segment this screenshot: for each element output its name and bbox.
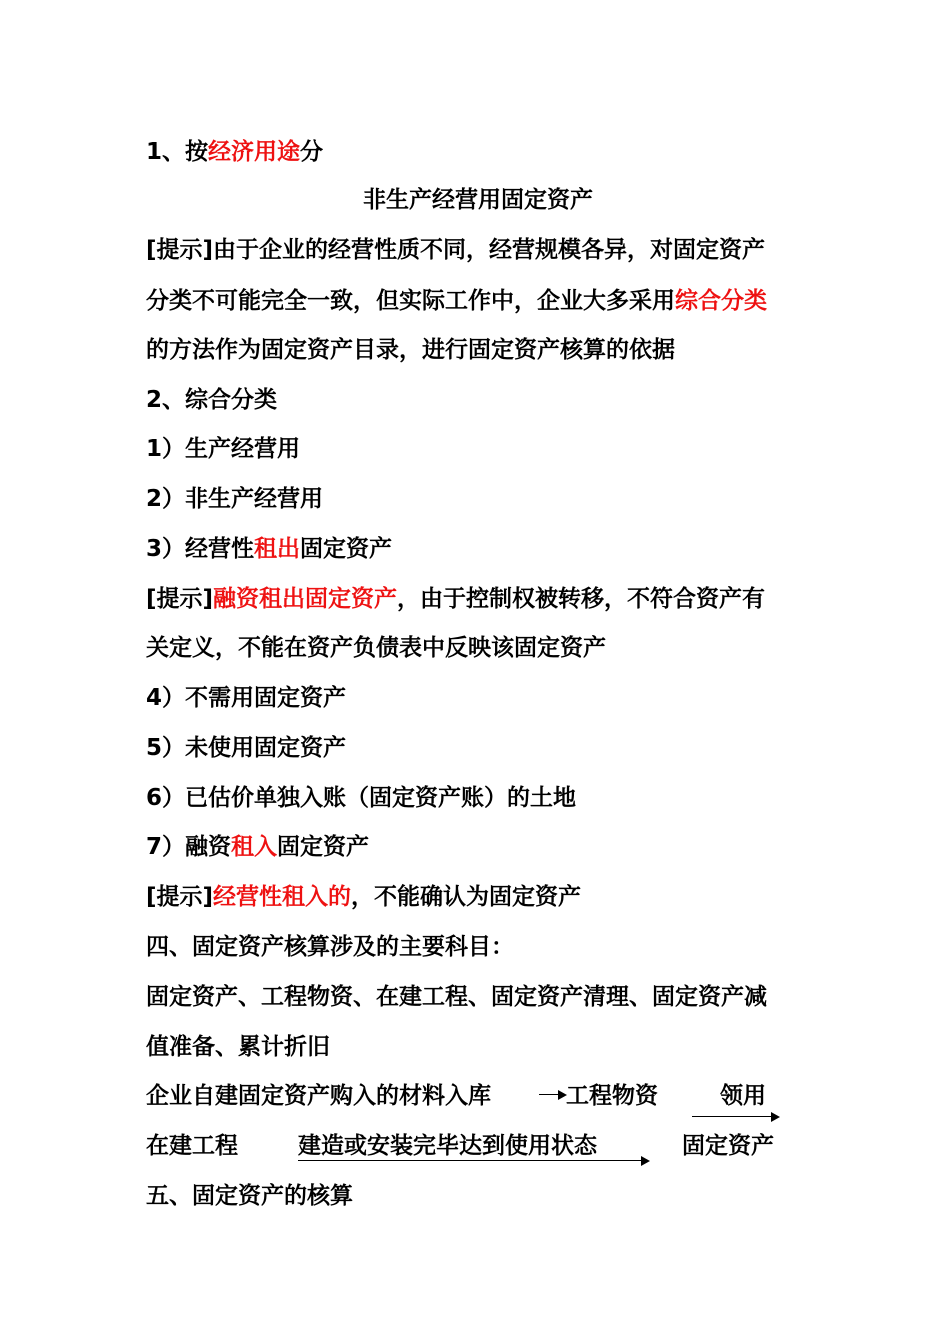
list-item: 6）已估价单独入账（固定资产账）的土地: [146, 785, 577, 811]
flow-source: 企业自建固定资产购入的材料入库: [146, 1083, 491, 1109]
tip-line: [146, 881, 581, 913]
highlight-text: 融资租出固定资产: [213, 586, 398, 612]
flow-node: 工程物资: [566, 1083, 658, 1109]
list-item: 4）不需用固定资产: [146, 685, 347, 711]
text: 分: [300, 139, 324, 165]
flow-label: 建造或安装完毕达到使用状态: [298, 1133, 597, 1159]
text: ，由于控制权被转移，不符合资产有: [397, 586, 766, 612]
paragraph: 值准备、累计折旧: [146, 1034, 330, 1060]
heading-4: 四、固定资产核算涉及的主要科目：: [146, 934, 514, 960]
flow-node: 固定资产: [682, 1133, 774, 1159]
heading-1: [146, 136, 323, 168]
text: [提示]: [146, 586, 214, 612]
tip-line-3: 的方法作为固定资产目录，进行固定资产核算的依据: [146, 337, 675, 363]
highlight-text: 租出: [254, 536, 301, 562]
text: 7）融资: [146, 834, 232, 860]
subtitle: 非生产经营用固定资产: [363, 187, 593, 213]
list-item: [146, 533, 392, 565]
text: 固定资产: [300, 536, 393, 562]
list-item: [146, 831, 369, 863]
tip-line-1: [提示]由于企业的经营性质不同，经营规模各异，对固定资产: [146, 237, 766, 263]
text: ，不能确认为固定资产: [351, 884, 582, 910]
text: [提示]: [146, 884, 214, 910]
text: 1、按: [146, 139, 209, 165]
highlight-text: 经营性租入的: [213, 884, 352, 910]
heading-5: 五、固定资产的核算: [146, 1183, 353, 1209]
arrow-icon: [298, 1160, 648, 1161]
heading-2: 2、综合分类: [146, 387, 278, 413]
highlight-text: 租入: [231, 834, 278, 860]
tip-line-2: [146, 285, 767, 317]
highlight-text: 综合分类: [675, 288, 767, 314]
text: 固定资产: [277, 834, 370, 860]
tip-line: [146, 583, 765, 615]
text: 分类不可能完全一致，但实际工作中，企业大多采用: [146, 288, 675, 314]
arrow-icon: [692, 1116, 778, 1117]
flow-node: 在建工程: [146, 1133, 238, 1159]
paragraph: 固定资产、工程物资、在建工程、固定资产清理、固定资产减: [146, 984, 767, 1010]
list-item: 2）非生产经营用: [146, 486, 324, 512]
tip-line: 关定义，不能在资产负债表中反映该固定资产: [146, 635, 606, 661]
list-item: 1）生产经营用: [146, 436, 301, 462]
list-item: 5）未使用固定资产: [146, 735, 347, 761]
highlight-text: 经济用途: [208, 139, 301, 165]
flow-label: 领用: [720, 1083, 766, 1109]
arrow-icon: [539, 1094, 565, 1095]
text: 3）经营性: [146, 536, 255, 562]
